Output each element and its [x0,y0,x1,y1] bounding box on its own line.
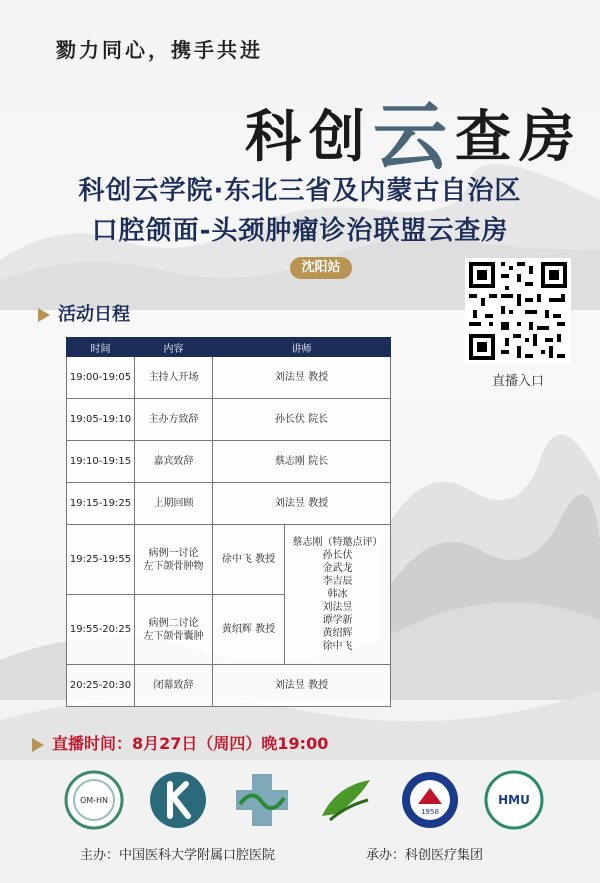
event-title-line1: 科创云学院·东北三省及内蒙古自治区 [78,176,522,206]
speaker-cell: 刘法昱 教授 [213,665,391,707]
panel-member: 黄绍辉 [322,628,353,639]
sponsor-logos [64,770,554,834]
content-cell [135,525,213,595]
content-cell: 主持人开场 [135,357,213,399]
speaker-cell: 黄绍辉 教授 [213,595,285,665]
schedule-heading [38,300,130,326]
omhn-logo-text: OM-HN [79,796,109,805]
content-cell: 主办方致辞 [135,399,213,441]
content-cell: 上期回顾 [135,483,213,525]
panel-member: 刘法昱 [322,602,353,613]
station-badge: 沈阳站 [290,257,352,279]
case-title: 病例一讨论 [148,547,199,559]
column-header-content: 内容 [135,338,213,357]
time-cell: 19:55-20:25 [67,595,135,665]
brand-left: 科创 [245,104,373,170]
speaker-cell: 刘法昱 教授 [213,357,391,399]
panel-member: 徐中飞 [322,641,353,652]
content-cell: 嘉宾致辞 [135,441,213,483]
qr-label: 直播入口 [491,374,544,389]
brand-yun: 云 [373,94,455,180]
organizer-text: 承办：科创医疗集团 [366,848,484,863]
content-cell: 闭幕致辞 [135,665,213,707]
panel-member: 孙长伏 [322,550,353,561]
case-subtitle: 左下颌骨囊肿 [143,630,204,642]
table-header-row [67,338,391,357]
host-text: 主办：中国医科大学附属口腔医院 [80,848,276,863]
qr-code-icon[interactable] [465,258,571,364]
panel-member: 金武龙 [322,563,353,574]
time-cell: 19:25-19:55 [67,525,135,595]
content-cell [135,595,213,665]
time-cell: 19:10-19:15 [67,441,135,483]
medical-cross-logo [232,770,292,830]
speaker-cell: 刘法昱 教授 [213,483,391,525]
event-title-line2: 口腔颌面-头颈肿瘤诊治联盟云查房 [91,216,509,246]
panel-member: 李吉辰 [322,576,353,587]
leaf-logo [316,770,376,830]
column-header-time: 时间 [67,338,135,357]
time-cell: 19:15-19:25 [67,483,135,525]
hmu-logo [484,770,544,830]
panel-cell [285,525,391,665]
kechuang-logo [148,770,208,830]
speaker-cell: 蔡志刚 院长 [213,441,391,483]
panel-member: 谭学新 [322,615,353,626]
table-row [67,441,391,483]
hmu-logo-text: HMU [498,793,530,807]
cmu-logo [400,770,460,830]
case-subtitle: 左下颌骨肿物 [143,560,204,572]
live-time-text: 直播时间：8月27日（周四）晚19:00 [52,734,329,753]
triangle-bullet-icon [32,738,44,752]
schedule-table [66,337,391,707]
table-row [67,665,391,707]
omhn-logo [64,770,124,830]
column-header-speaker: 讲师 [213,338,391,357]
time-cell: 20:25-20:30 [67,665,135,707]
slogan: 勠力同心，携手共进 [56,38,263,62]
table-row [67,357,391,399]
brand-title [245,72,583,178]
cmu-logo-year: 1958 [421,808,439,816]
panel-member: 蔡志刚（特邀点评） [292,537,383,548]
speaker-cell: 孙长伏 院长 [213,399,391,441]
panel-member: 韩冰 [327,589,348,600]
live-time [32,731,328,754]
table-row [67,483,391,525]
table-row [67,399,391,441]
triangle-bullet-icon [38,308,50,322]
brand-right: 查房 [455,104,583,170]
time-cell: 19:05-19:10 [67,399,135,441]
time-cell: 19:00-19:05 [67,357,135,399]
table-row [67,525,391,595]
schedule-heading-text: 活动日程 [58,304,130,325]
speaker-cell: 徐中飞 教授 [213,525,285,595]
case-title: 病例二讨论 [148,617,199,629]
